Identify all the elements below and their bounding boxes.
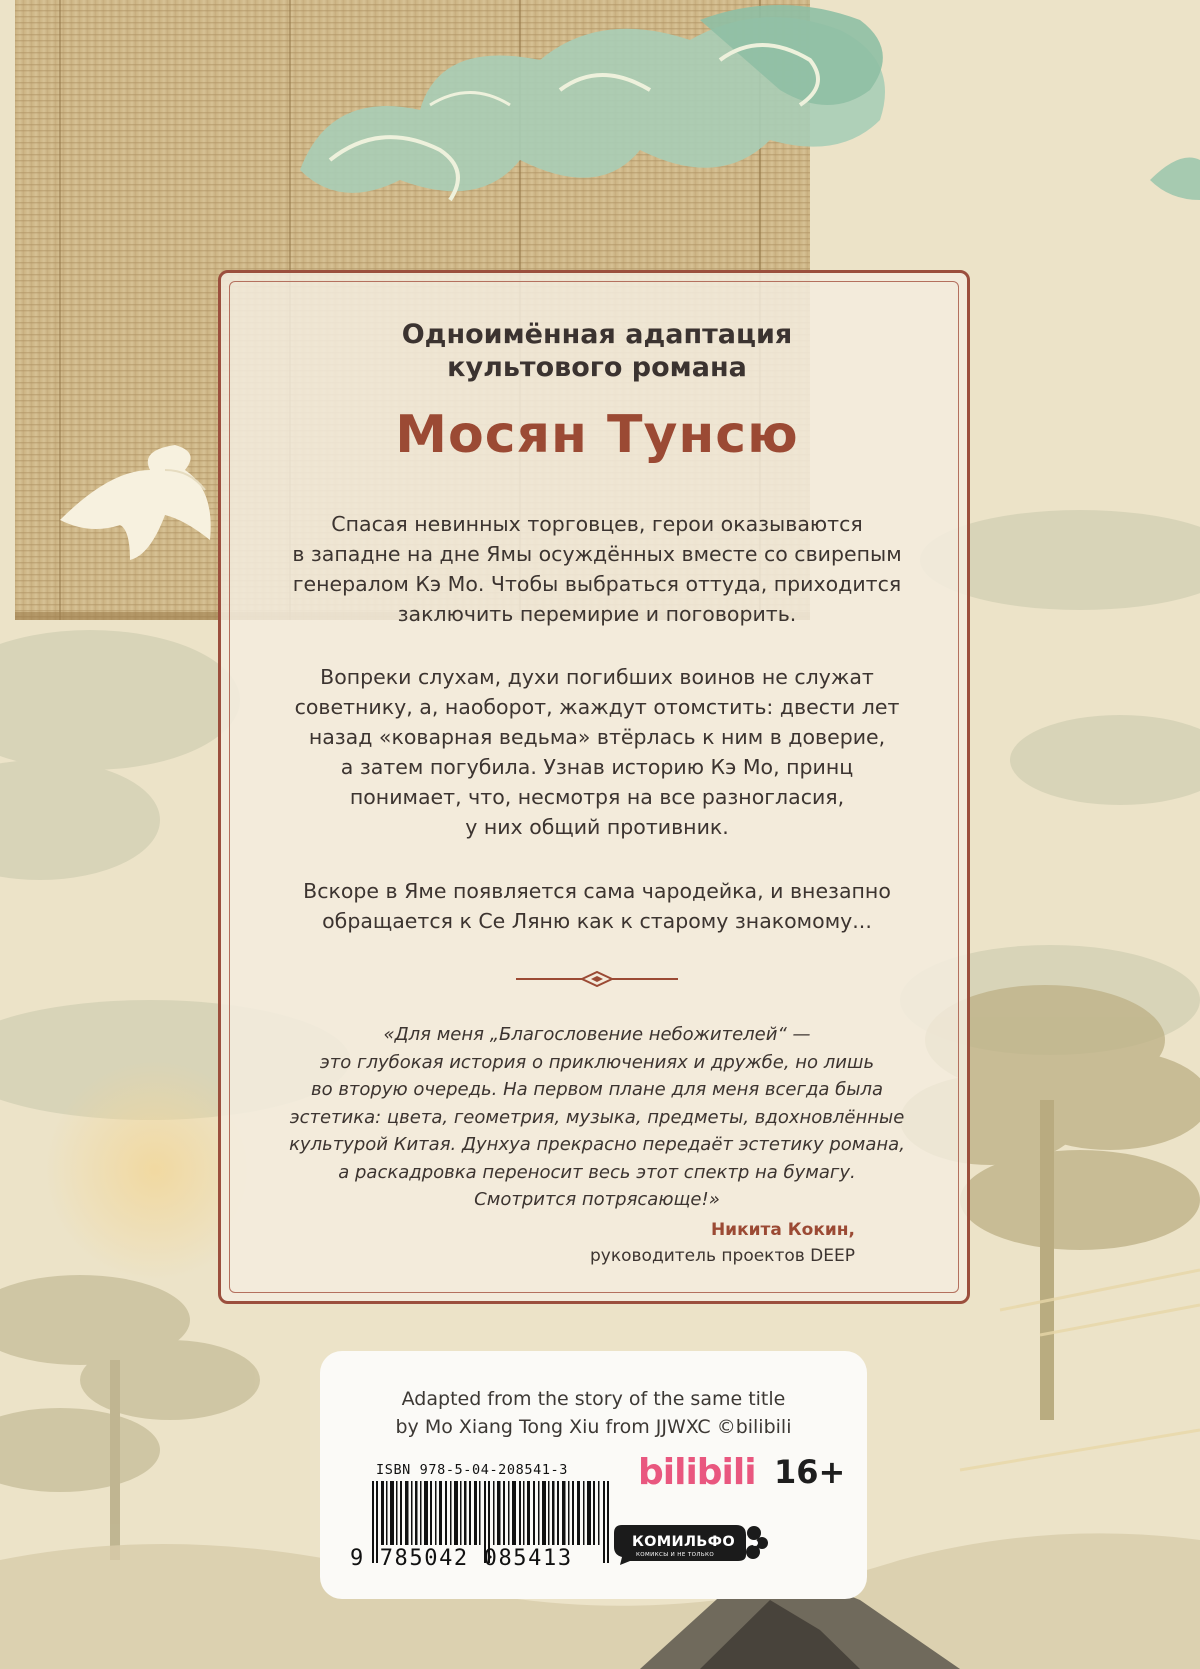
synopsis-paragraph-3 — [261, 876, 933, 936]
text-line: Спасая невинных торговцев, герои оказываются — [331, 512, 863, 536]
license-credit — [320, 1385, 867, 1441]
text-line: в западне на дне Ямы осуждённых вместе со свирепым — [292, 542, 902, 566]
text-line: понимает, что, несмотря на все разногласия, — [349, 785, 845, 809]
quote-line: это глубокая история о приключениях и дружбе, но лишь — [319, 1051, 875, 1073]
publication-info-box — [320, 1351, 867, 1599]
quote-line: «Для меня „Благословение небожителей“ — — [383, 1024, 811, 1045]
publisher-logo — [608, 1521, 768, 1565]
text-line: Вопреки слухам, духи погибших воинов не служат — [320, 665, 874, 689]
quote-line: эстетика: цвета, геометрия, музыка, предметы, вдохновлённые — [289, 1106, 905, 1128]
quote-author-name: Никита Кокин, — [710, 1220, 855, 1240]
synopsis-paragraph-1 — [261, 509, 933, 629]
quote-line: культурой Китая. Дунхуа прекрасно передаёт эстетику романа, — [289, 1134, 905, 1155]
text-line: заключить перемирие и поговорить. — [397, 602, 797, 626]
review-quote — [261, 1021, 933, 1214]
quote-line: а раскадровка переносит весь этот спектр на бумагу. — [338, 1161, 856, 1183]
age-rating: 16+ — [774, 1453, 846, 1491]
quote-line: Смотрится потрясающе!» — [474, 1189, 720, 1210]
text-line: обращается к Се Ляню как к старому знакомому... — [322, 909, 872, 933]
author-title: Мосян Тунсю — [395, 405, 799, 465]
synopsis-paragraph-2 — [261, 662, 933, 842]
isbn-label: ISBN 978-5-04-208541-3 — [376, 1462, 569, 1478]
bilibili-logo: bilibili — [638, 1452, 756, 1493]
publisher-name: КОМИЛЬФО — [632, 1534, 735, 1550]
text-line: Вскоре в Яме появляется сама чародейка, и внезапно — [303, 879, 891, 903]
quote-attribution — [590, 1217, 855, 1269]
credit-line: Adapted from the story of the same title — [401, 1388, 786, 1410]
publisher-tagline: КОМИКСЫ И НЕ ТОЛЬКО — [636, 1552, 715, 1558]
subtitle-line-2: культового романа — [447, 352, 747, 383]
ornament-divider — [516, 971, 678, 987]
quote-line: во вторую очередь. На первом плане для меня всегда была — [310, 1079, 884, 1100]
quote-author-role: руководитель проектов DEEP — [590, 1246, 855, 1266]
text-line: генералом Кэ Мо. Чтобы выбраться оттуда, приходится — [292, 572, 902, 596]
subtitle-line-1: Одноимённая адаптация — [401, 319, 793, 350]
text-line: а затем погубила. Узнав историю Кэ Мо, принц — [340, 755, 854, 779]
text-line: назад «коварная ведьма» втёрлась к ним в доверие, — [308, 725, 886, 749]
credit-line: by Mo Xiang Tong Xiu from JJWXC ©bilibili — [395, 1416, 792, 1438]
barcode-digits: 9 785042 085413 — [350, 1546, 573, 1571]
text-line: советнику, а, наоборот, жаждут отомстить: двести лет — [294, 695, 900, 719]
synopsis-panel — [218, 270, 970, 1304]
text-line: у них общий противник. — [465, 815, 729, 839]
